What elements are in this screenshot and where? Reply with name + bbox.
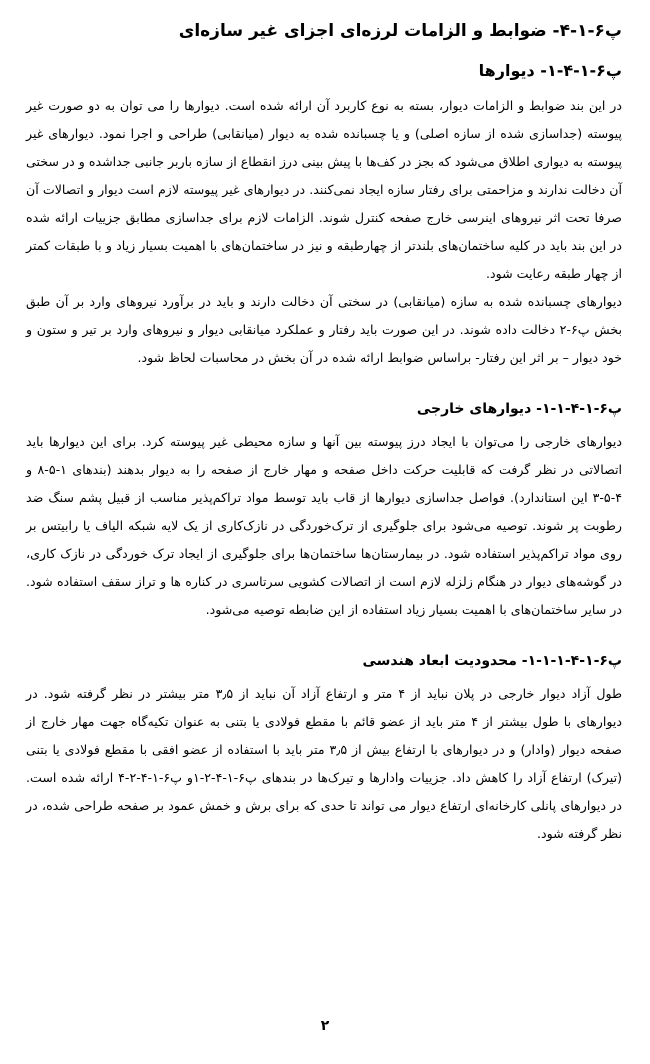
section-heading-nonstructural: پ۶-۱-۴- ضوابط و الزامات لرزه‌ای اجزای غیر سازه‌ای bbox=[178, 21, 622, 41]
section-heading-geometry-limits: پ۶-۱-۴-۱-۱-۱- محدودیت ابعاد هندسی bbox=[362, 653, 622, 669]
paragraph-external-walls: دیوارهای خارجی را می‌توان با ایجاد درز پیوسته بین آنها و سازه محیطی غیر پیوسته کرد. برای این دیوارها باید اتصالاتی در نظر گرفت که قابلیت حرکت داخل صفحه و مهار خارج از صفحه را به دیوار بدهند (بندهای ۱-۵-۸ و ۴-۵-۳ این استاندارد). فواصل جداسازی دیوارها از قاب باید توسط مواد تراکم‌پذیر مناسب از قبیل پشم سنگ ضد رطوبت پر شوند. توصیه می‌شود برای جلوگیری از ترک‌خوردگی در نازک‌کاری از یک لایه شبکه الیاف یا رابیتس بر روی مواد تراکم‌پذیر استفاده شود. در بیمارستان‌ها ساختمان‌ها برای جلوگیری از ایجاد ترک خوردگی در نازک کاری، در گوشه‌های دیوار در هنگام زلزله لازم است از اتصالات کشویی سرتاسری در کناره ها و تراز سقف استفاده شود. در سایر ساختمان‌های با اهمیت بسیار زیاد استفاده از این ضابطه توصیه می‌شود. bbox=[26, 434, 622, 617]
paragraph-geometry-limits: طول آزاد دیوار خارجی در پلان نباید از ۴ متر و ارتفاع آزاد آن نباید از ۳٫۵ متر بیشتر در نظر گرفته شود. در دیوارهای با طول بیشتر از ۴ متر باید از عضو قائم با مقطع فولادی یا بتنی به عنوان تکیه‌گاه جهت مهار خارج از صفحه دیوار (وادار) و در دیوارهای با ارتفاع بیش از ۳٫۵ متر باید با استفاده از عضو افقی با مقطع فولادی یا بتنی (تیرک) ارتفاع آزاد را کاهش داد. جزییات وادارها و تیرک‌ها در بندهای پ۶-۱-۴-۲-۱و پ۶-۱-۴-۲-۴ ارائه شده است. در دیوارهای پانلی کارخانه‌ای ارتفاع دیوار می تواند تا حدی که برای برش و خمش عمود بر صفحه طراحی شده، در نظر گرفته شود. bbox=[26, 686, 622, 841]
document-page bbox=[26, 18, 622, 848]
spacer bbox=[26, 372, 622, 396]
paragraph-walls-intro: در این بند ضوابط و الزامات دیوار، بسته به نوع کاربرد آن ارائه شده است. دیوارها را می توان به دو صورت غیر پیوسته (جداسازی شده از سازه اصلی) و یا چسبانده شده به دیوار (میانقابی) طراحی و اجرا نمود. دیوارهای غیر پیوسته به دیواری اطلاق می‌شود که بجز در کف‌ها با پیش بینی درز انقطاع از سازه باربر جانبی جداشده و در سختی آن دخالت ندارند و مزاحمتی برای رفتار سازه ایجاد نمی‌کنند. در دیوارهای غیر پیوسته لازم است دیوار و اتصالات آن صرفا تحت اثر نیروهای اینرسی خارج صفحه کنترل شوند. الزامات لازم برای جداسازی مطابق جزییات ارائه شده در این بند باید در کلیه ساختمان‌های بلندتر از چهارطبقه و نیز در ساختمان‌های با اهمیت بسیار زیاد و با طبقات کمتر از چهار طبقه رعایت شود. bbox=[26, 98, 622, 281]
section-heading-walls: پ۶-۱-۴-۱- دیوارها bbox=[478, 61, 622, 80]
paragraph-walls-infill: دیوارهای چسبانده شده به سازه (میانقابی) در سختی آن دخالت دارند و باید در برآورد نیروهای وارد بر آن طبق بخش پ۶-۲ دخالت داده شوند. در این صورت باید رفتار و عملکرد میانقابی دیوار و نیروهای وارد بر تیر و ستون و خود دیوار – بر اثر این رفتار- براساس ضوابط ارائه شده در آن بخش در محاسبات لحاظ شود. bbox=[26, 294, 622, 365]
page-number: ۲ bbox=[320, 1018, 330, 1034]
section-heading-external-walls: پ۶-۱-۴-۱-۱- دیوارهای خارجی bbox=[416, 401, 622, 417]
spacer bbox=[26, 624, 622, 648]
